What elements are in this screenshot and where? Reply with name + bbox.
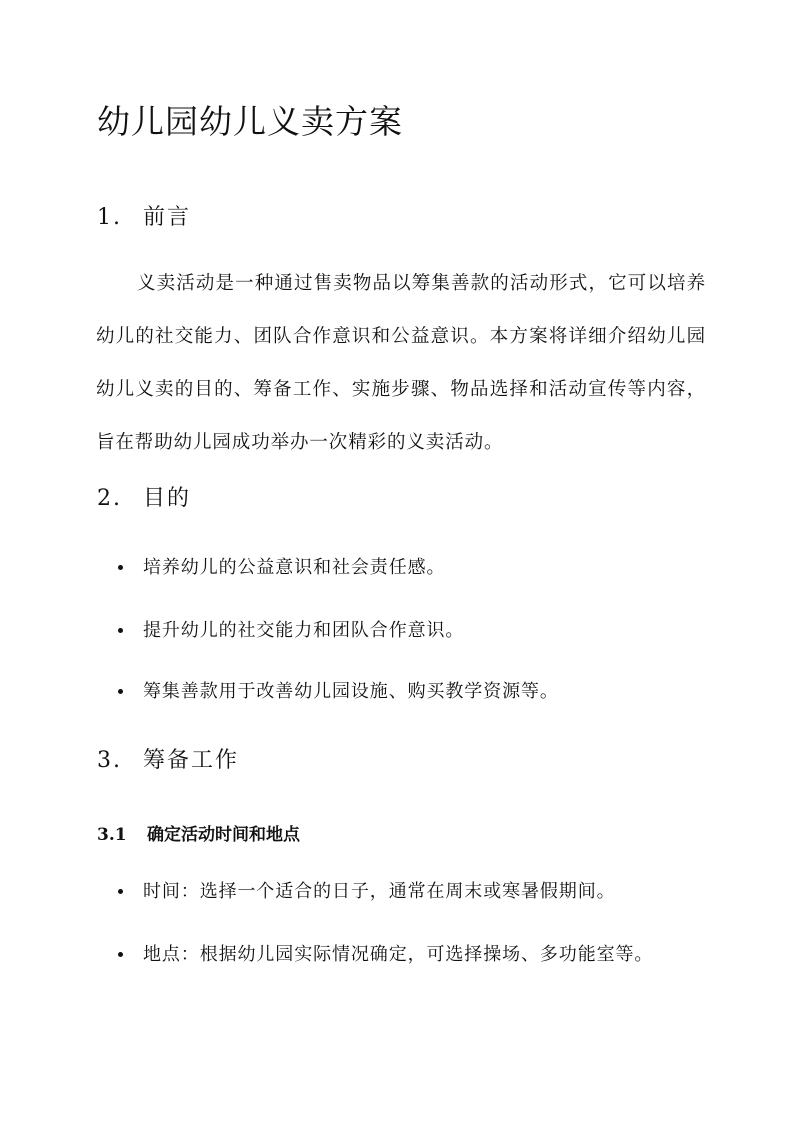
subsection-number: 3.1	[97, 825, 127, 845]
section-number: 1.	[97, 205, 122, 230]
list-item	[118, 926, 698, 983]
bullet-icon	[118, 889, 123, 894]
section-title: 前言	[143, 205, 192, 230]
list-item	[118, 602, 698, 659]
bullet-icon	[118, 689, 123, 694]
list-item-text: 提升幼儿的社交能力和团队合作意识。	[143, 620, 465, 641]
section-number: 2.	[97, 486, 122, 511]
list-item-text: 筹集善款用于改善幼儿园设施、购买教学资源等。	[143, 681, 559, 702]
section-number: 3.	[97, 748, 122, 773]
subsection-heading	[97, 820, 300, 845]
bullet-icon	[118, 565, 123, 570]
list-item-text: 时间：选择一个适合的日子，通常在周末或寒暑假期间。	[143, 881, 616, 902]
subsection-title: 确定活动时间和地点	[147, 825, 300, 845]
document-title: 幼儿园幼儿义卖方案	[97, 102, 403, 141]
section-heading-purpose	[97, 481, 191, 512]
list-item	[118, 863, 698, 920]
preface-paragraph: 义卖活动是一种通过售卖物品以筹集善款的活动形式，它可以培养幼儿的社交能力、团队合作意识和公益意识。本方案将详细介绍幼儿园幼儿义卖的目的、筹备工作、实施步骤、物品选择和活动宣传等内容，旨在帮助幼儿园成功举办一次精彩的义卖活动。	[96, 273, 706, 453]
list-item	[118, 539, 698, 596]
list-item	[118, 663, 698, 720]
section-title: 筹备工作	[143, 748, 240, 773]
section-heading-preface	[97, 200, 191, 231]
bullet-icon	[118, 628, 123, 633]
list-item-text: 培养幼儿的公益意识和社会责任感。	[143, 557, 446, 578]
section-title: 目的	[143, 486, 192, 511]
section-heading-preparation	[97, 743, 239, 774]
bullet-icon	[118, 952, 123, 957]
list-item-text: 地点：根据幼儿园实际情况确定，可选择操场、多功能室等。	[143, 944, 654, 965]
